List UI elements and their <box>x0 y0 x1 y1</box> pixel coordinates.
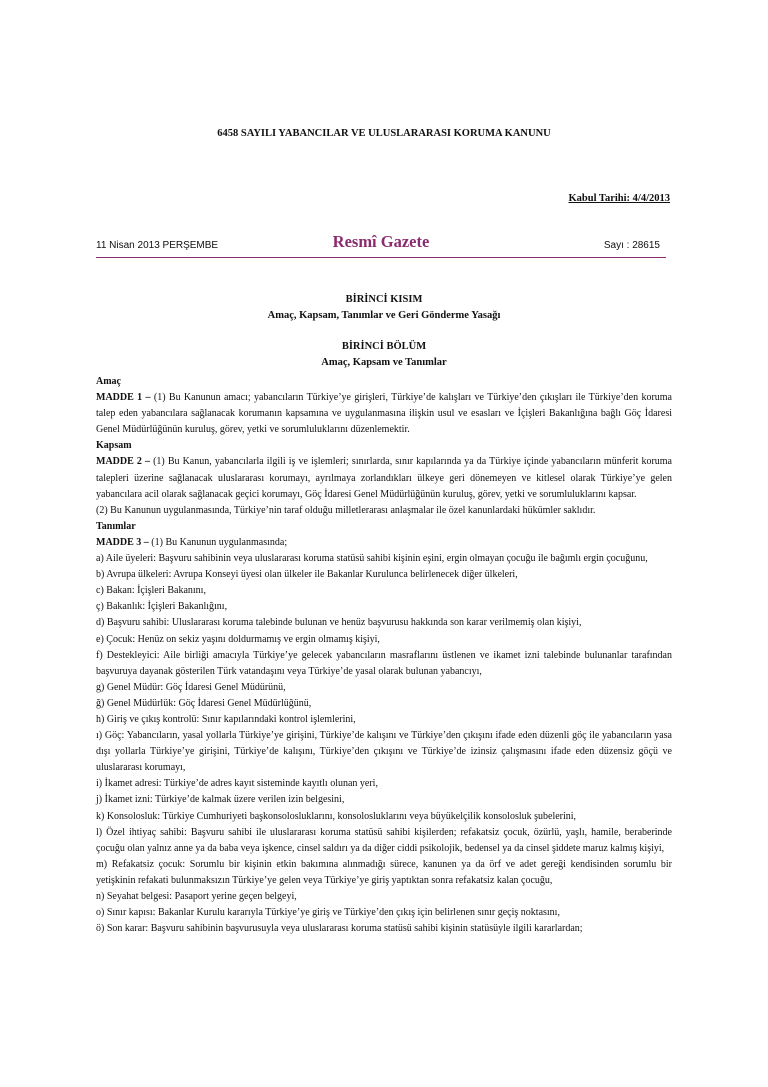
definition-item: ç) Bakanlık: İçişleri Bakanlığını, <box>96 601 228 613</box>
article-3-paragraph <box>96 535 672 551</box>
law-body <box>96 374 672 937</box>
article-1-number: MADDE 1 – <box>96 392 154 404</box>
definition-item: j) İkamet izni: Türkiye’de kalmak üzere verilen izin belgesini, <box>96 794 345 806</box>
article-3-text: (1) Bu Kanunun uygulanmasında; <box>151 536 288 548</box>
definition-item: i) İkamet adresi: Türkiye’de adres kayıt sisteminde kayıtlı olunan yeri, <box>96 778 378 790</box>
article-2-number: MADDE 2 – <box>96 456 154 468</box>
gazette-date: 11 Nisan 2013 PERŞEMBE <box>96 240 219 251</box>
article-3-heading: Tanımlar <box>96 520 136 532</box>
section-subtitle: Amaç, Kapsam ve Tanımlar <box>321 357 447 368</box>
definition-item: h) Giriş ve çıkış kontrolü: Sınır kapılarındaki kontrol işlemlerini, <box>96 713 356 725</box>
definition-item: ö) Son karar: Başvuru sahibinin başvurusuyla veya uluslararası koruma statüsü sahibi kişinin statüsüyle ilgili kararlardan; <box>96 923 583 935</box>
definition-item: a) Aile üyeleri: Başvuru sahibinin veya uluslararası koruma statüsü sahibi kişinin eşini, ergin olmayan çocuğu ile bağımlı ergin çocuğunu, <box>96 553 648 565</box>
definition-item: g) Genel Müdür: Göç İdaresi Genel Müdürünü, <box>96 681 286 693</box>
acceptance-date: Kabul Tarihi: 4/4/2013 <box>568 193 670 204</box>
article-1-paragraph <box>96 390 672 438</box>
article-2-text: (1) Bu Kanun, yabancılarla ilgili iş ve işlemleri; sınırlarda, sınır kapılarında ya da Türkiye içinde yabancıların münferit koruma talepleri üzerine sağlanacak uluslararası korumayı, ayrılmaya zorlandıkları ülkeye geri dönemeyen ve kitlesel olarak Türkiye’ye gelen yabancılara acil olarak sağlanacak geçici korumayı, Göç İdaresi Genel Müdürlüğünün kuruluş, görev, yetki ve sorumluluklarını kapsar. <box>96 456 672 500</box>
definition-item: o) Sınır kapısı: Bakanlar Kurulu kararıyla Türkiye’ye giriş ve Türkiye’den çıkış için belirlenen sınır geçiş noktasını, <box>96 907 560 919</box>
article-2-heading: Kapsam <box>96 440 132 452</box>
part-subtitle: Amaç, Kapsam, Tanımlar ve Geri Gönderme Yasağı <box>267 310 501 321</box>
definition-item: c) Bakan: İçişleri Bakanını, <box>96 585 206 597</box>
gazette-issue: Sayı : 28615 <box>603 240 660 251</box>
definition-item: m) Refakatsiz çocuk: Sorumlu bir kişinin etkin bakımına alınmadığı sürece, kanunen ya da örf ve adet gereği kendisinden sorumlu bir yetişkinin refakati bulunmaksızın Türkiye’ye gelen veya Türkiye’ye giriş yaptıktan sonra refakatsiz kalan çocuğu, <box>96 858 672 886</box>
article-3-number: MADDE 3 – <box>96 536 152 548</box>
definition-item: ı) Göç: Yabancıların, yasal yollarla Türkiye’ye girişini, Türkiye’de kalışını ve Türkiye’den çıkışını ifade eden düzenli göç ile yabancıların yasa dışı yollarla Türkiye’ye girişini, Türkiye’de kalışını, Türkiye’den çıkışını ve Türkiye’de izinsiz çalışmasını ifade eden düzensiz göçü ve uluslararası korumayı, <box>96 730 672 774</box>
definition-item: l) Özel ihtiyaç sahibi: Başvuru sahibi ile uluslararası koruma statüsü sahibi kişilerden; refakatsiz çocuk, özürlü, yaşlı, hamile, beraberinde çocuğu olan yalnız anne ya da baba veya işkence, cinsel saldırı ya da diğer ciddi psikolojik, bedensel ya da cinsel şiddete maruz kalmış kişiyi, <box>96 826 672 854</box>
article-2-paragraph-2: (2) Bu Kanunun uygulanmasında, Türkiye’nin taraf olduğu milletlerarası anlaşmalar ile özel kanunlardaki hükümler saklıdır. <box>96 504 596 516</box>
definition-item: k) Konsolosluk: Türkiye Cumhuriyeti başkonsolosluklarını, konsolosluklarını veya büyükelçilik konsolosluk şubelerini, <box>96 810 577 822</box>
definition-item: e) Çocuk: Henüz on sekiz yaşını doldurmamış ve ergin olmamış kişiyi, <box>96 633 380 645</box>
article-1-text: (1) Bu Kanunun amacı; yabancıların Türkiye’ye girişleri, Türkiye’de kalışları ve Türkiye’den çıkışları ile Türkiye’den koruma talep eden yabancılara sağlanacak korumanın kapsamına ve uygulanmasına ilişkin usul ve esasları ve İçişleri Bakanlığına bağlı Göç İdaresi Genel Müdürlüğünün kuruluş, görev, yetki ve sorumluluklarını düzenlemektir. <box>96 392 672 436</box>
definition-item: f) Destekleyici: Aile birliği amacıyla Türkiye’ye gelecek yabancıların masraflarını üstlenen ve ikamet izni talebinde bulunanlar tarafından başvuruya dayanak gösterilen Türk vatandaşını veya Türkiye’de yasal olarak bulunan yabancıyı, <box>96 649 672 677</box>
law-title: 6458 SAYILI YABANCILAR VE ULUSLARARASI KORUMA KANUNU <box>217 128 551 139</box>
gazette-name: Resmî Gazete <box>332 232 430 251</box>
article-2-paragraph <box>96 454 672 502</box>
definition-item: d) Başvuru sahibi: Uluslararası koruma talebinde bulunan ve henüz başvurusu hakkında son karar verilmemiş olan kişiyi, <box>96 617 582 629</box>
article-1-heading: Amaç <box>96 376 121 387</box>
part-title: BİRİNCİ KISIM <box>345 294 423 305</box>
definition-item: n) Seyahat belgesi: Pasaport yerine geçen belgeyi, <box>96 891 297 902</box>
gazette-header <box>96 231 666 258</box>
section-heading <box>0 339 768 371</box>
part-heading <box>0 292 768 324</box>
section-title: BİRİNCİ BÖLÜM <box>341 341 427 352</box>
definition-item: ğ) Genel Müdürlük: Göç İdaresi Genel Müdürlüğünü, <box>96 697 312 709</box>
definition-item: b) Avrupa ülkeleri: Avrupa Konseyi üyesi olan ülkeler ile Bakanlar Kurulunca belirlenecek diğer ülkeleri, <box>96 569 518 581</box>
